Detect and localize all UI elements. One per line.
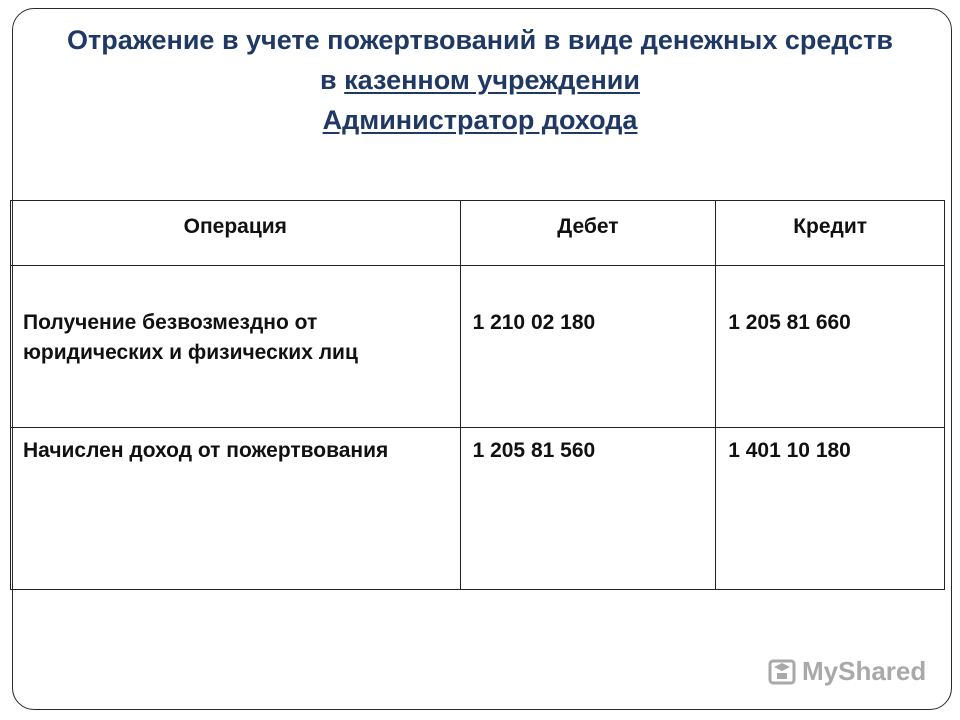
table-header-row	[11, 201, 945, 266]
mysshared-watermark	[768, 656, 926, 687]
cell-debit: 1 210 02 180	[460, 266, 716, 428]
slide-title	[20, 20, 940, 140]
cell-debit: 1 205 81 560	[460, 428, 716, 590]
title-line-2-prefix: в	[320, 65, 345, 95]
watermark-text: MyShared	[802, 656, 927, 686]
operations-table	[10, 200, 945, 590]
header-credit: Кредит	[716, 201, 945, 266]
cell-credit: 1 205 81 660	[716, 266, 945, 428]
header-debit: Дебет	[460, 201, 716, 266]
table-row	[11, 266, 945, 428]
header-operation: Операция	[11, 201, 461, 266]
mortarboard-icon	[768, 657, 796, 687]
title-line-3: Администратор дохода	[322, 105, 638, 135]
cell-credit: 1 401 10 180	[716, 428, 945, 590]
title-line-2-underlined: казенном учреждении	[344, 65, 640, 95]
cell-operation: Получение безвозмездно от юридических и физических лиц	[11, 266, 461, 428]
title-line-2	[20, 60, 940, 100]
table-row	[11, 428, 945, 590]
title-line-1: Отражение в учете пожертвований в виде денежных средств	[66, 25, 893, 55]
cell-operation: Начислен доход от пожертвования	[11, 428, 461, 590]
